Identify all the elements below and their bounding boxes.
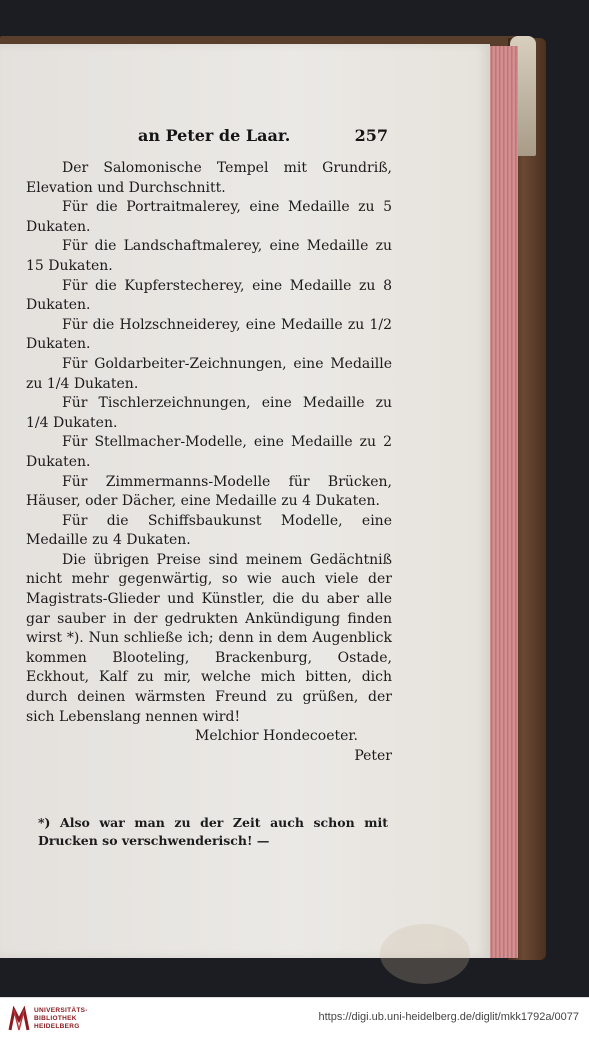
viewer-footer [0,997,589,1040]
paragraph: Für die Holzschneiderey, eine Medaille zu 1/2 Dukaten. [26,316,392,353]
footnote: *) Also war man zu der Zeit auch schon mit Drucken so verschwenderisch! — [38,815,388,848]
paragraph: Für die Portraitmalerey, eine Medaille zu 5 Dukaten. [26,199,392,235]
permalink-url[interactable]: https://digi.ub.uni-heidelberg.de/diglit/mkk1792a/0077 [318,1011,579,1023]
catchword: Peter [354,747,392,764]
paragraph: Für Tischlerzeichnungen, eine Medaille zu 1/4 Dukaten. [26,395,392,431]
library-logo-icon [8,1006,30,1032]
paragraph: Die übrigen Preise sind meinem Gedächtniß nicht mehr gegenwärtig, so wie auch viele der Magistrats-Glieder und Künstler, die du aber alle gar sauber in der gedrukten Ankündigung finden wirst *). Nun schließe ich; denn in dem Augenblick kommen Blooteling, Brackenburg, Ostade, Eckhout, Kalf zu mir, welche mich bitten, dich durch deinen wärmsten Freund zu grüßen, der sich Lebenslang nennen wird! [26,551,392,725]
paragraph: Für Goldarbeiter-Zeichnungen, eine Medaille zu 1/4 Dukaten. [26,355,392,392]
library-logo-text: UNIVERSITÄTS- BIBLIOTHEK HEIDELBERG [34,1007,88,1030]
signature: Melchior Hondecoeter. [195,728,358,745]
paragraph: Für die Landschaftmalerey, eine Medaille zu 15 Dukaten. [26,238,392,274]
paragraph: Der Salomonische Tempel mit Grundriß, Elevation und Durchschnitt. [26,160,392,196]
paragraph: Für Zimmermanns-Modelle für Brücken, Häuser, oder Dächer, eine Medaille zu 4 Dukaten. [26,473,392,510]
paper-stain [380,924,470,984]
page-number: 257 [354,126,388,145]
page-block-edge [488,46,518,958]
paragraph: Für Stellmacher-Modelle, eine Medaille zu 2 Dukaten. [26,434,392,470]
paragraph: Für die Kupferstecherey, eine Medaille zu 8 Dukaten. [26,277,392,314]
page-body [26,159,392,766]
page-header [26,126,388,146]
paragraph: Für die Schiffsbaukunst Modelle, eine Medaille zu 4 Dukaten. [26,512,392,549]
running-head: an Peter de Laar. [138,126,291,145]
